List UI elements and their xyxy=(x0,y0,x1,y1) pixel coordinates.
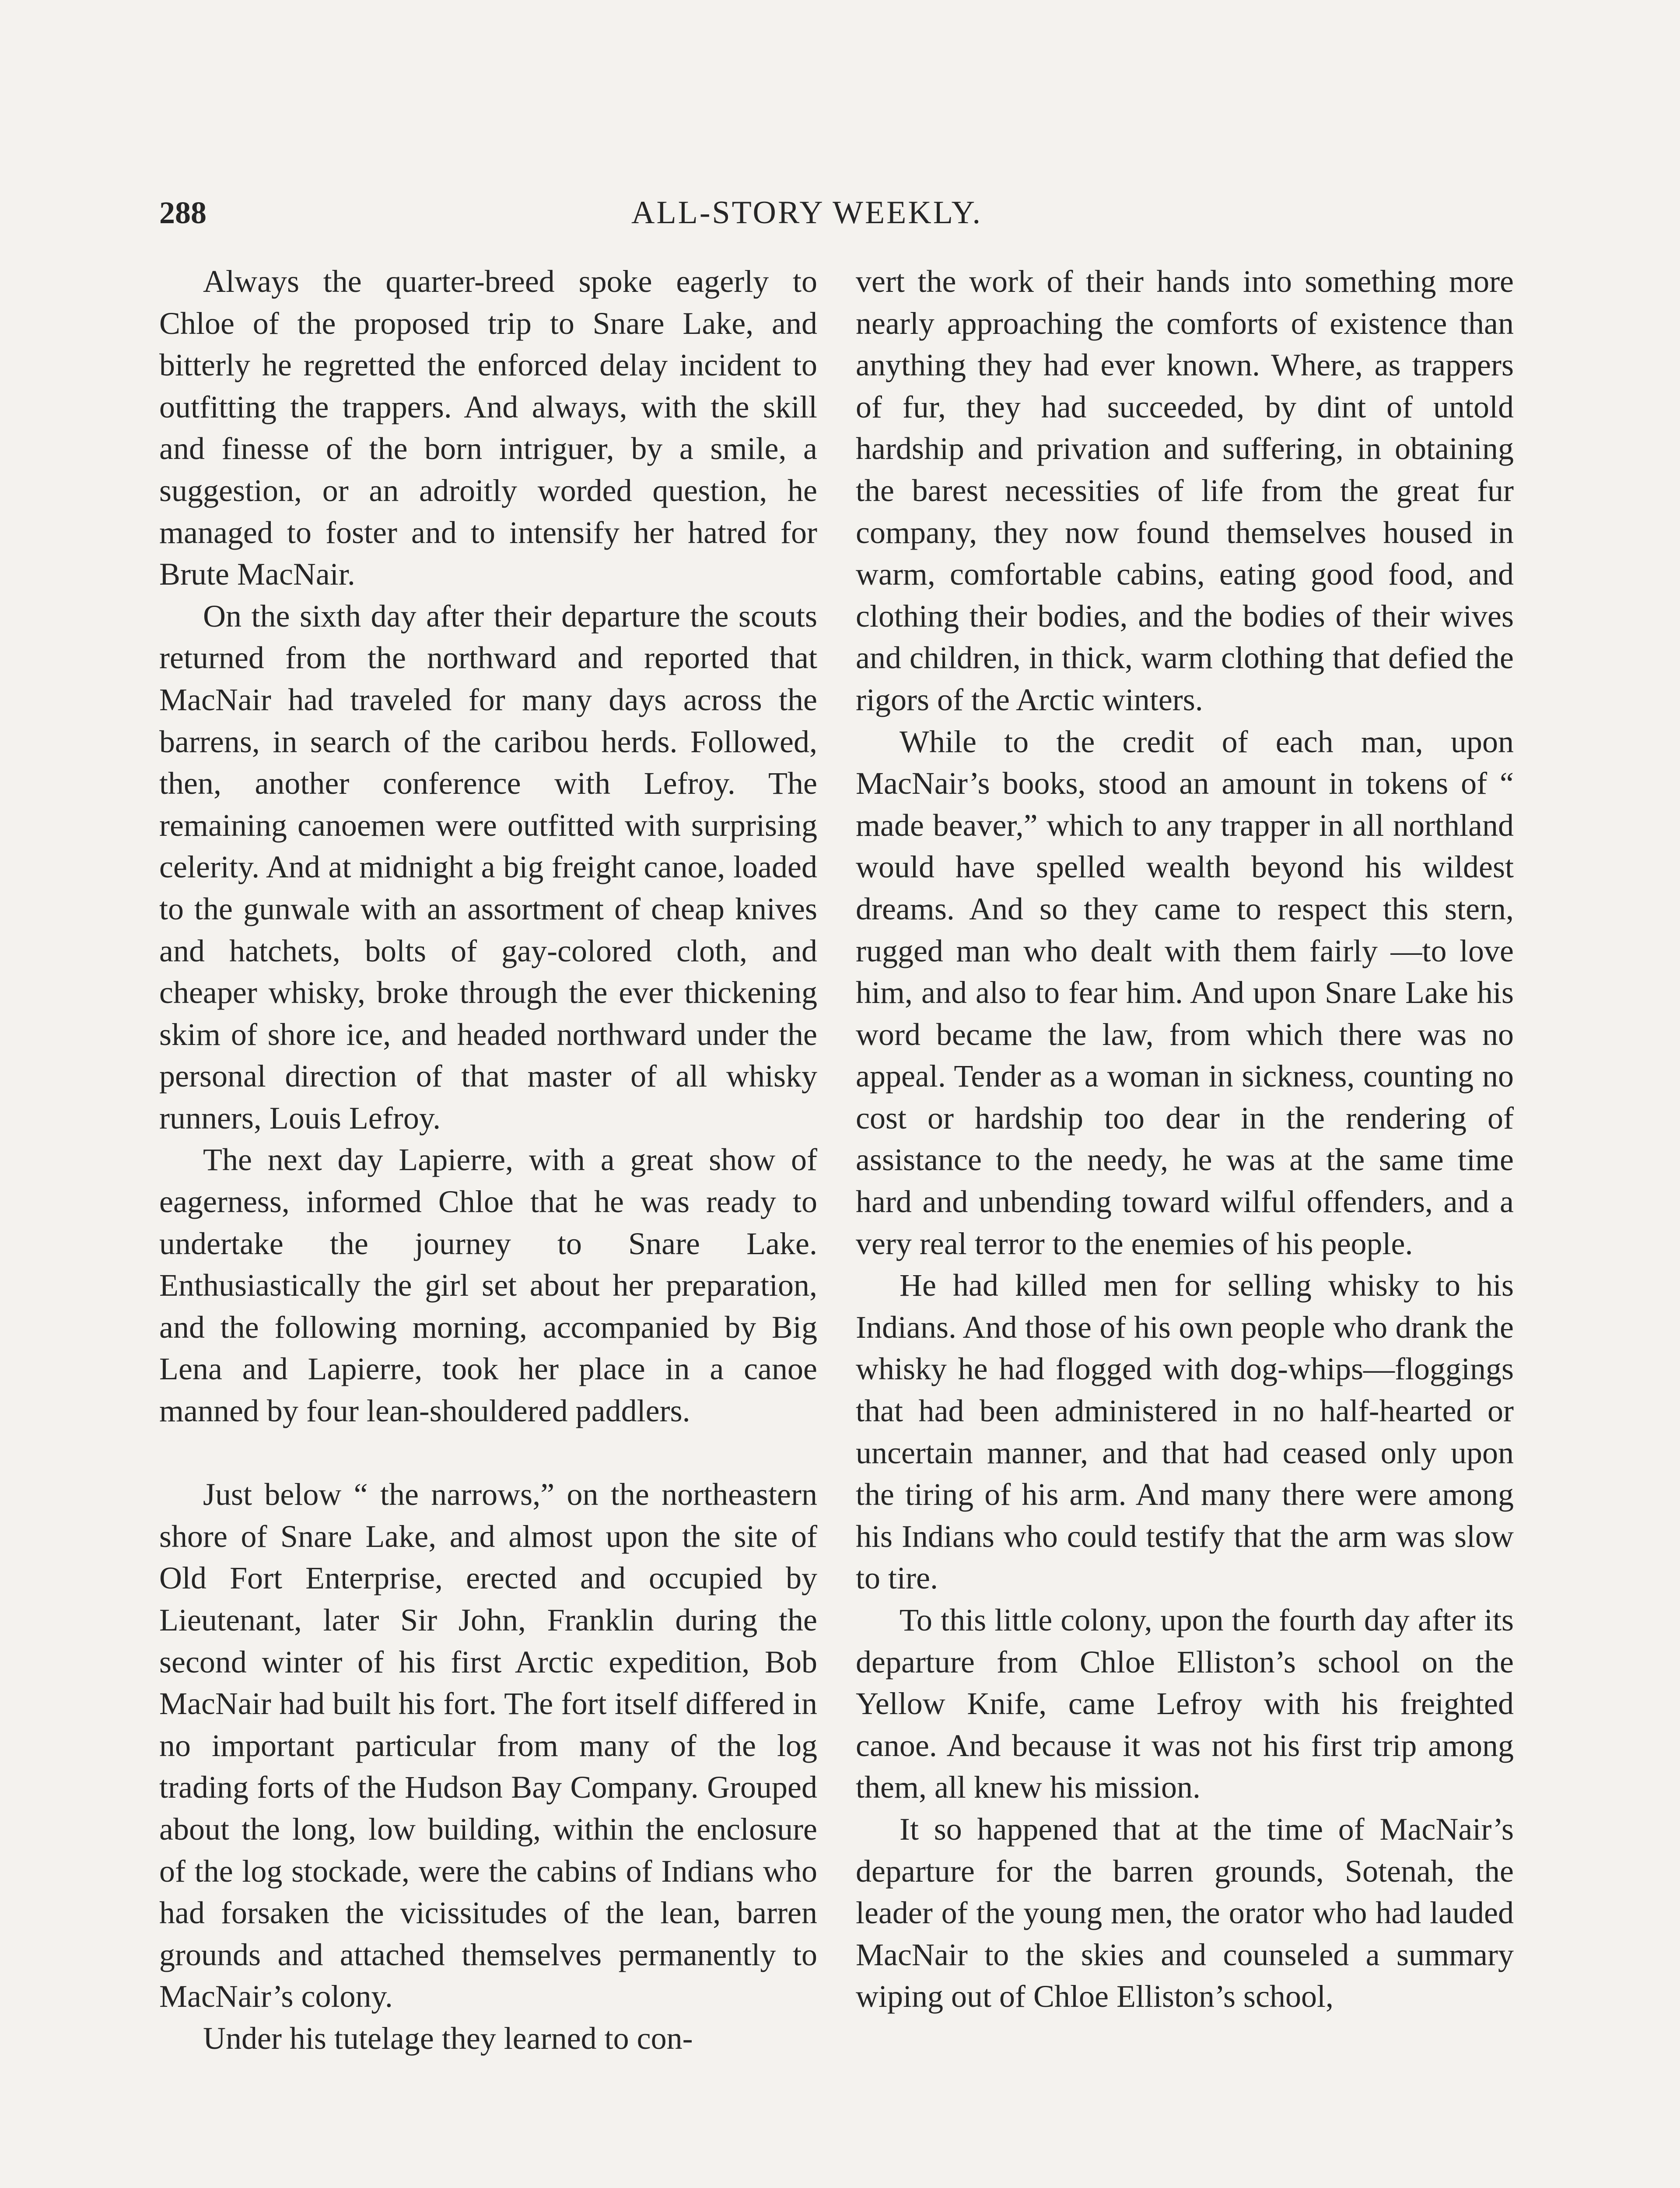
paragraph: It so happened that at the time of MacNair’s departure for the barren grounds, Sotenah, the leader of the young men, the orator who had lauded MacNair to the skies and counseled a summary wiping out of Chloe Elliston’s school, xyxy=(856,1811,1514,2014)
paragraph: Under his tutelage they learned to con- xyxy=(203,2020,693,2056)
page-number: 288 xyxy=(159,195,206,230)
paragraph: Always the quarter-breed spoke eagerly to Chloe of the proposed trip to Snare Lake, and bitterly he regretted the enforced delay incident to outfitting the trappers. And always, with the skill and finesse of the born intriguer, by a smile, a suggestion, or an adroitly worded question, he managed to foster and to intensify her hatred for Brute MacNair. xyxy=(159,264,817,592)
paragraph: vert the work of their hands into something more nearly approaching the comforts of existence than anything they had ever known. Where, as trappers of fur, they had succeeded, by dint of untold hardship and privation and suffering, in obtaining the barest necessities of life from the great fur company, they now found themselves housed in warm, comfortable cabins, eating good food, and clothing their bodies, and the bodies of their wives and children, in thick, warm clothing that defied the rigors of the Arctic winters. xyxy=(856,264,1514,717)
right-column xyxy=(856,261,1514,2018)
paragraph: The next day Lapierre, with a great show of eagerness, informed Chloe that he was ready to undertake the journey to Snare Lake. Enthusiastically the girl set about her preparation, and the following morning, accompanied by Big Lena and Lapierre, took her place in a canoe manned by four lean-shouldered paddlers. xyxy=(159,1142,817,1429)
paragraph: To this little colony, upon the fourth day after its departure from Chloe Elliston’s school on the Yellow Knife, came Lefroy with his freighted canoe. And because it was not his first trip among them, all knew his mission. xyxy=(856,1602,1514,1805)
paragraph: Just below “ the narrows,” on the northeastern shore of Snare Lake, and almost upon the site of Old Fort Enterprise, erected and occupied by Lieutenant, later Sir John, Franklin during the second winter of his first Arctic expedition, Bob MacNair had built his fort. The fort itself differed in no important particular from many of the log trading forts of the Hudson Bay Company. Grouped about the long, low building, within the enclosure of the log stockade, were the cabins of Indians who had forsaken the vicissitudes of the lean, barren grounds and attached themselves permanently to MacNair’s colony. xyxy=(159,1477,817,2014)
paragraph: He had killed men for selling whisky to his Indians. And those of his own people who drank the whisky he had flogged with dog-whips—floggings that had been administered in no half-hearted or uncertain manner, and that had ceased only upon the tiring of his arm. And many there were among his Indians who could testify that the arm was slow to tire. xyxy=(856,1268,1514,1596)
paragraph: While to the credit of each man, upon MacNair’s books, stood an amount in tokens of “ made beaver,” which to any trapper in all northland would have spelled wealth beyond his wildest dreams. And so they came to respect this stern, rugged man who dealt with them fairly —to love him, and also to fear him. And upon Snare Lake his word became the law, from which there was no appeal. Tender as a woman in sickness, counting no cost or hardship too dear in the rendering of assistance to the needy, he was at the same time hard and unbending toward wilful offenders, and a very real terror to the enemies of his people. xyxy=(856,724,1514,1261)
paragraph: On the sixth day after their departure the scouts returned from the northward and reported that MacNair had traveled for many days across the barrens, in search of the caribou herds. Followed, then, another conference with Lefroy. The remaining canoemen were outfitted with surprising celerity. And at midnight a big freight canoe, loaded to the gunwale with an assortment of cheap knives and hatchets, bolts of gay-colored cloth, and cheaper whisky, broke through the ever thickening skim of shore ice, and headed northward under the personal direction of that master of all whisky runners, Louis Lefroy. xyxy=(159,598,817,1136)
page-header xyxy=(159,192,1454,234)
left-column xyxy=(159,261,817,2060)
running-title: ALL-STORY WEEKLY. xyxy=(631,195,982,231)
